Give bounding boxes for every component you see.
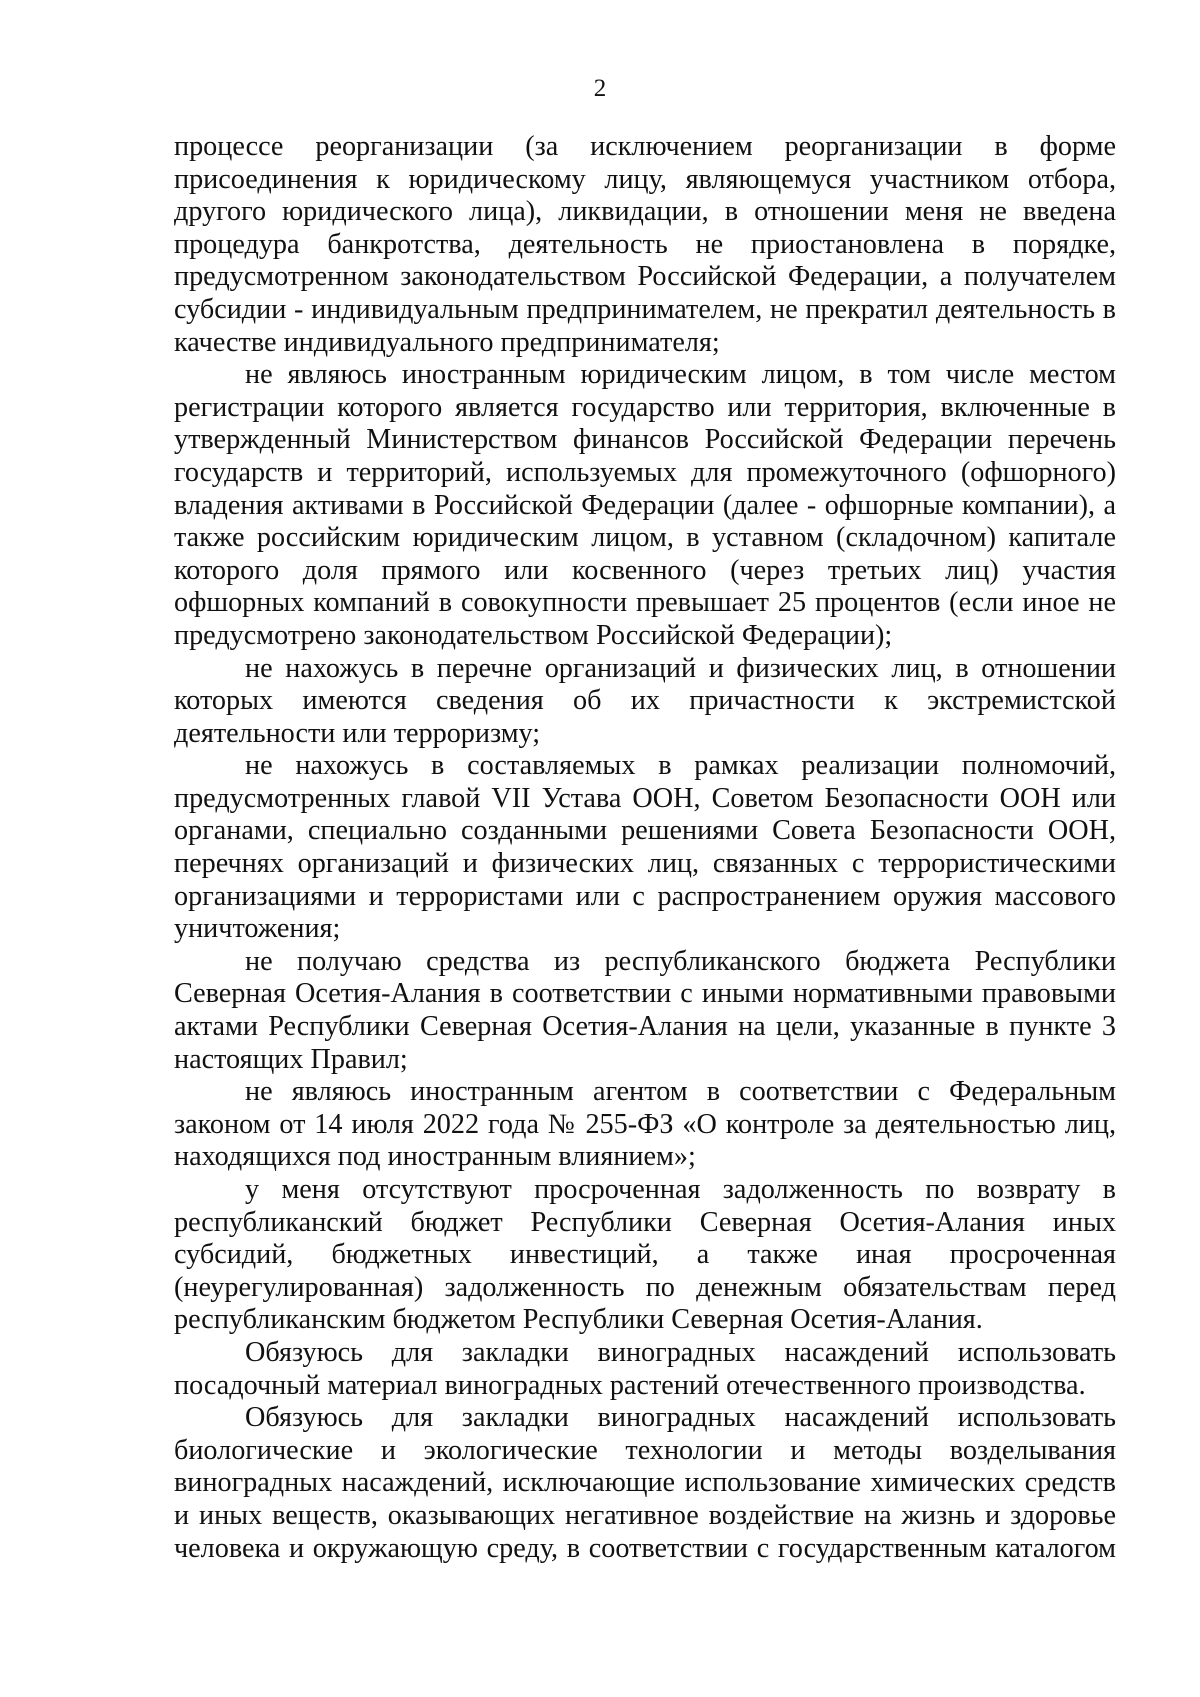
document-body: [174, 131, 1116, 1565]
paragraph-biological-technologies: Обязуюсь для закладки виноградных насаждений использовать биологические и экологические технологии и методы возделывания виноградных насаждений, исключающие использование химических средств и иных веществ, оказывающих негативное воздействие на жизнь и здоровье человека и окружающую среду, в соответствии с государственным каталогом: [174, 1402, 1116, 1564]
paragraph-domestic-planting-material: Обязуюсь для закладки виноградных насаждений использовать посадочный материал виноградных растений отечественного производства.: [174, 1336, 1116, 1401]
paragraph-not-in-extremism-list: не нахожусь в перечне организаций и физических лиц, в отношении которых имеются сведения об их причастности к экстремистской деятельности или терроризму;: [174, 652, 1116, 749]
paragraph-reorganization-continuation: процессе реорганизации (за исключением реорганизации в форме присоединения к юридическому лицу, являющемуся участником отбора, другого юридического лица), ликвидации, в отношении меня не введена процедура банкротства, деятельность не приостановлена в порядке, предусмотренном законодательством Российской Федерации, а получателем субсидии - индивидуальным предпринимателем, не прекратил деятельность в качестве индивидуального предпринимателя;: [174, 131, 1116, 358]
paragraph-not-foreign-agent: не являюсь иностранным агентом в соответствии с Федеральным законом от 14 июля 2022 года № 255-ФЗ «О контроле за деятельностью лиц, находящихся под иностранным влиянием»;: [174, 1076, 1116, 1173]
paragraph-not-in-un-lists: не нахожусь в составляемых в рамках реализации полномочий, предусмотренных главой VII Устава ООН, Советом Безопасности ООН или органами, специально созданными решениями Совета Безопасности ООН, перечнях организаций и физических лиц, связанных с террористическими организациями и террористами или с распространением оружия массового уничтожения;: [174, 750, 1116, 945]
paragraph-not-foreign-legal-entity: не являюсь иностранным юридическим лицом, в том числе местом регистрации которого является государство или территория, включенные в утвержденный Министерством финансов Российской Федерации перечень государств и территорий, используемых для промежуточного (офшорного) владения активами в Российской Федерации (далее - офшорные компании), а также российским юридическим лицом, в уставном (складочном) капитале которого доля прямого или косвенного (через третьих лиц) участия офшорных компаний в совокупности превышает 25 процентов (если иное не предусмотрено законодательством Российской Федерации);: [174, 359, 1116, 651]
paragraph-no-other-budget-funds: не получаю средства из республиканского бюджета Республики Северная Осетия-Алания в соответствии с иными нормативными правовыми актами Республики Северная Осетия-Алания на цели, указанные в пункте 3 настоящих Правил;: [174, 945, 1116, 1075]
page-number: 2: [593, 75, 607, 102]
paragraph-no-overdue-debt: у меня отсутствуют просроченная задолженность по возврату в республиканский бюджет Республики Северная Осетия-Алания иных субсидий, бюджетных инвестиций, а также иная просроченная (неурегулированная) задолженность по денежным обязательствам перед республиканским бюджетом Республики Северная Осетия-Алания.: [174, 1174, 1116, 1336]
